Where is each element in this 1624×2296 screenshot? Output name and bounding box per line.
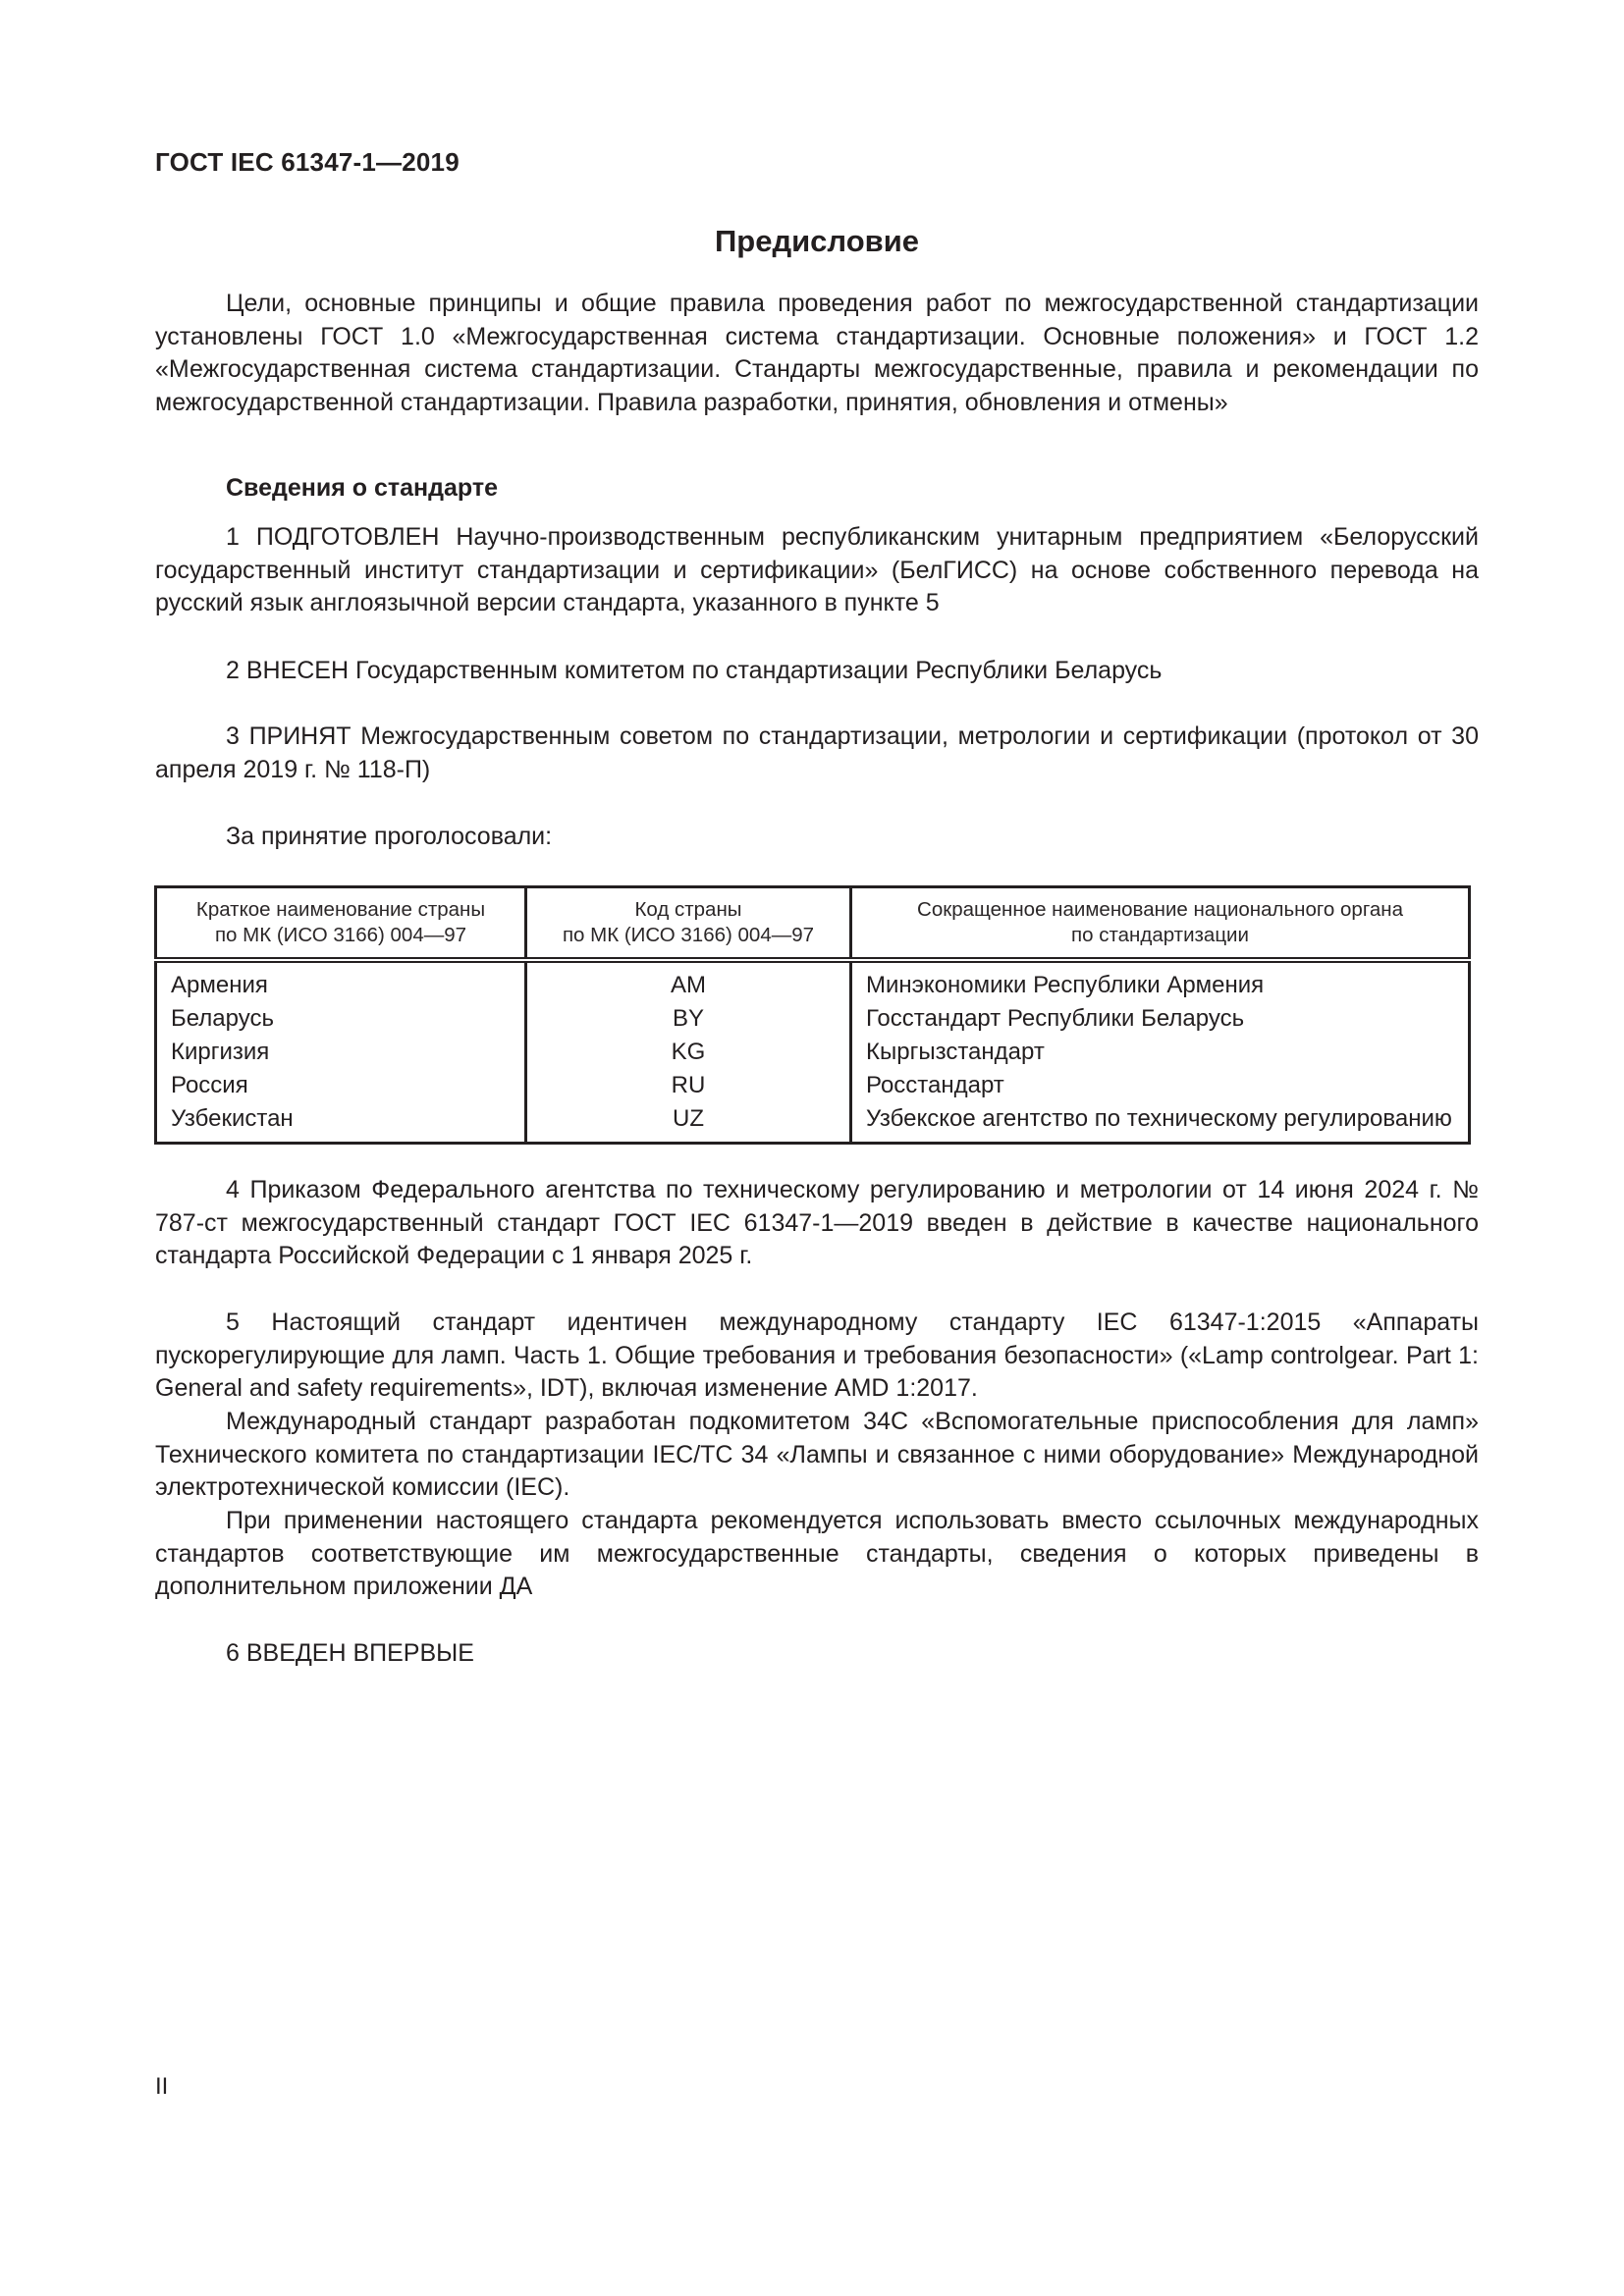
national-body-column bbox=[851, 960, 1470, 1144]
votes-table-body-row bbox=[156, 960, 1470, 1144]
country-code-cell: AM bbox=[671, 972, 706, 998]
country-name-cell: Узбекистан bbox=[171, 1105, 294, 1132]
item-5-developer: Международный стандарт разработан подкомитетом 34С «Вспомогательные приспособления для ламп» Технического комитета по стандартизации IEC/TC 34 «Лампы и связанное с ними оборудование» Международной электротехнической комиссии (IEC). bbox=[155, 1408, 1479, 1502]
national-body-cell: Росстандарт bbox=[866, 1072, 1004, 1098]
country-code-cell: UZ bbox=[673, 1105, 704, 1132]
national-body-cell: Госстандарт Республики Беларусь bbox=[866, 1005, 1245, 1032]
header-country-name bbox=[156, 887, 526, 961]
country-code-cell: KG bbox=[671, 1039, 706, 1065]
header-line: Краткое наименование страны bbox=[195, 898, 486, 921]
header-line: Сокращенное наименование национального органа bbox=[917, 898, 1403, 921]
item-3-adopted: 3 ПРИНЯТ Межгосударственным советом по стандартизации, метрологии и сертификации (протокол от 30 апреля 2019 г. № 118-П) bbox=[155, 722, 1479, 783]
page-title: Предисловие bbox=[714, 224, 919, 258]
country-code-cell: RU bbox=[671, 1072, 706, 1098]
country-name-cell: Беларусь bbox=[171, 1005, 274, 1032]
country-name-column bbox=[156, 960, 526, 1144]
header-national-body bbox=[851, 887, 1470, 961]
item-5-references: При применении настоящего стандарта рекомендуется использовать вместо ссылочных международных стандартов соответствующие им межгосударственные стандарты, сведения о которых приведены в дополнительном приложении ДА bbox=[155, 1507, 1479, 1601]
item-1-prepared: 1 ПОДГОТОВЛЕН Научно-производственным республиканским унитарным предприятием «Белорусский государственный институт стандартизации и сертификации» (БелГИСС) на основе собственного перевода на русский язык англоязычной версии стандарта, указанного в пункте 5 bbox=[155, 523, 1479, 617]
votes-table bbox=[154, 885, 1471, 1145]
header-country-code bbox=[526, 887, 851, 961]
header-line: Код страны bbox=[634, 898, 742, 921]
country-name-cell: Киргизия bbox=[171, 1039, 270, 1065]
running-header-standard-designation: ГОСТ IEC 61347-1—2019 bbox=[155, 147, 460, 177]
item-5-identity: 5 Настоящий стандарт идентичен международному стандарту IEC 61347-1:2015 «Аппараты пускорегулирующие для ламп. Часть 1. Общие требования и требования безопасности» («Lamp controlgear. Part 1: General and safety requirements», IDT), включая изменение AMD 1:2017. bbox=[155, 1308, 1479, 1403]
country-name-cell: Армения bbox=[171, 972, 268, 998]
country-code-column bbox=[526, 960, 851, 1144]
country-code-cell: BY bbox=[672, 1005, 704, 1032]
national-body-cell: Минэкономики Республики Армения bbox=[866, 972, 1265, 998]
votes-table-header-row bbox=[156, 887, 1470, 961]
item-4-order: 4 Приказом Федерального агентства по техническому регулированию и метрологии от 14 июня 2024 г. № 787-ст межгосударственный стандарт ГОСТ IEC 61347-1—2019 введен в действие в качестве национального стандарта Российской Федерации с 1 января 2025 г. bbox=[155, 1176, 1479, 1270]
national-body-cell: Кыргызстандарт bbox=[866, 1039, 1045, 1065]
item-2-submitted: 2 ВНЕСЕН Государственным комитетом по стандартизации Республики Беларусь bbox=[226, 657, 1163, 684]
intro-paragraph: Цели, основные принципы и общие правила проведения работ по межгосударственной стандартизации установлены ГОСТ 1.0 «Межгосударственная система стандартизации. Основные положения» и ГОСТ 1.2 «Межгосударственная система стандартизации. Стандарты межгосударственные, правила и рекомендации по межгосударственной стандартизации. Правила разработки, принятия, обновления и отмены» bbox=[155, 290, 1479, 416]
national-body-cell: Узбекское агентство по техническому регулированию bbox=[866, 1105, 1452, 1132]
item-6-first-introduced: 6 ВВЕДЕН ВПЕРВЫЕ bbox=[226, 1639, 474, 1667]
country-name-cell: Россия bbox=[171, 1072, 248, 1098]
header-line: по стандартизации bbox=[1071, 924, 1249, 946]
vote-intro: За принятие проголосовали: bbox=[226, 823, 553, 850]
page-number: II bbox=[155, 2073, 169, 2100]
header-line: по МК (ИСО 3166) 004—97 bbox=[214, 924, 467, 946]
header-line: по МК (ИСО 3166) 004—97 bbox=[562, 924, 815, 946]
section-heading-standard-info: Сведения о стандарте bbox=[226, 474, 499, 502]
